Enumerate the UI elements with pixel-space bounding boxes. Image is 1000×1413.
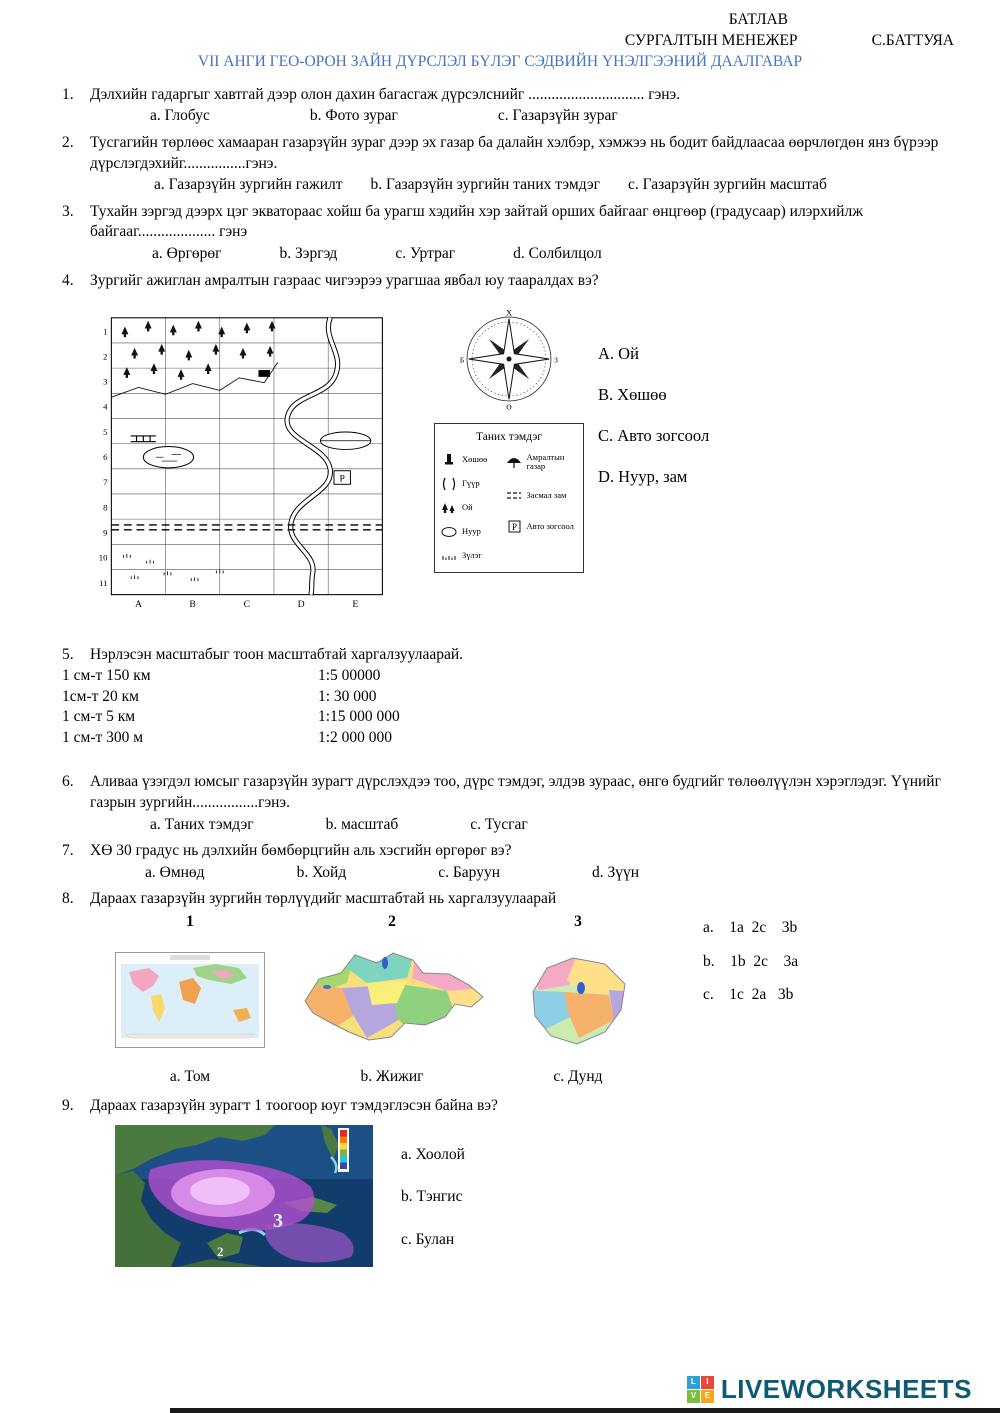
- option[interactable]: c. 1c 2a 3b: [703, 986, 794, 1004]
- option[interactable]: b. Газарзүйн зургийн таних тэмдэг: [370, 176, 601, 194]
- option[interactable]: c. Газарзүйн зургийн масштаб: [628, 176, 827, 194]
- question-9-options: [401, 1125, 465, 1267]
- legend-item: [505, 520, 578, 534]
- logo-text: LIVEWORKSHEETS: [720, 1374, 972, 1405]
- manager-label: СУРГАЛТЫН МЕНЕЖЕР: [624, 31, 798, 49]
- logo-square: V: [687, 1390, 700, 1403]
- option[interactable]: a. Хоолой: [401, 1145, 465, 1163]
- page-title: VII АНГИ ГЕО-ОРОН ЗАЙН ДҮРСЛЭЛ БҮЛЭГ СЭДВИЙН ҮНЭЛГЭЭНИЙ ДААЛГАВАР: [197, 53, 803, 71]
- option[interactable]: С. Авто зогсоол: [598, 426, 710, 446]
- options-row: [154, 175, 960, 196]
- legend-label: Гүүр: [462, 477, 480, 488]
- option[interactable]: c. Баруун: [438, 863, 500, 881]
- question-text: ХӨ 30 градус нь дэлхийн бөмбөрцгийн аль хэсгийн өргөрөг вэ?: [90, 842, 512, 860]
- parking-symbol: [334, 471, 350, 485]
- option[interactable]: b. Жижиг: [360, 1068, 424, 1086]
- question-5: [62, 645, 1000, 666]
- option[interactable]: В. Хөшөө: [598, 385, 667, 405]
- match-right[interactable]: 1:5 00000: [318, 666, 381, 684]
- forest-icon: [440, 501, 458, 515]
- question-2: [62, 133, 1000, 196]
- question-text: Дараах газарзүйн зургийн төрлүүдийг масштабтай нь харгалзуулаарай: [90, 890, 557, 908]
- manager-name: С.БАТТУЯА: [871, 31, 954, 49]
- map-col-label: B: [189, 599, 196, 611]
- legend-item: [440, 477, 502, 491]
- legend-item: [505, 489, 578, 503]
- match-left[interactable]: 1 см-т 5 км: [62, 708, 136, 726]
- option[interactable]: b. масштаб: [325, 815, 399, 833]
- question-number: 3.: [62, 202, 74, 220]
- mongolia-map-thumbnail: [297, 943, 487, 1058]
- match-row: [62, 687, 1000, 708]
- option[interactable]: b. 1b 2c 3a: [703, 952, 799, 970]
- map-col-label: A: [134, 599, 142, 611]
- gulf-map-figure: [115, 1125, 373, 1267]
- grass-icon: [440, 549, 458, 563]
- bridge-symbol: [131, 436, 156, 442]
- option[interactable]: b. Зэргэд: [279, 245, 338, 263]
- legend-label: Ой: [462, 501, 473, 512]
- legend-label: Зүлэг: [462, 549, 482, 560]
- question-9-figure: [115, 1125, 1000, 1267]
- liveworksheets-logo[interactable]: [687, 1372, 972, 1407]
- map-col-labels: [135, 600, 358, 611]
- option[interactable]: a. Таних тэмдэг: [150, 815, 254, 833]
- question-number: 7.: [62, 842, 74, 860]
- approve-label: БАТЛАВ: [728, 11, 788, 28]
- option[interactable]: a. Өргөрөг: [152, 245, 222, 263]
- map-option-3: [519, 912, 637, 1088]
- map-number: 1: [186, 913, 194, 931]
- map-row-label: 3: [103, 376, 108, 387]
- question-number: 6.: [62, 773, 74, 791]
- legend-item: [440, 453, 502, 467]
- river: [287, 318, 338, 595]
- legend-title: Таних тэмдэг: [476, 431, 542, 444]
- match-row: [62, 728, 1000, 749]
- map-row-labels: [99, 327, 108, 589]
- question-4: [62, 271, 1000, 292]
- match-row: [62, 707, 1000, 728]
- world-map-thumbnail: [115, 952, 265, 1048]
- question-text: Дэлхийн гадаргыг хавтгай дээр олон дахин багасгаж дүрсэлснийг .............................. гэнэ.: [90, 85, 681, 103]
- legend-label: Авто зогсоол: [526, 521, 574, 532]
- map-legend: [434, 423, 584, 572]
- option[interactable]: b. Хойд: [296, 863, 347, 881]
- legend-item: [505, 453, 578, 473]
- map-col-label: C: [243, 599, 251, 611]
- question-number: 2.: [62, 134, 74, 152]
- match-left[interactable]: 1 см-т 300 м: [62, 728, 144, 746]
- map-row-label: 2: [103, 351, 108, 362]
- map-label-3: 3: [273, 1209, 283, 1232]
- paved-road: [111, 525, 382, 530]
- map-label-2: 2: [217, 1243, 224, 1259]
- legend-label: Амралтын газар: [526, 451, 565, 472]
- question-text: Нэрлэсэн масштабыг тоон масштабтай харгалзуулаарай.: [90, 646, 464, 664]
- question-8-match-options: [703, 912, 798, 1088]
- compass-north-label: Х: [505, 308, 513, 318]
- option[interactable]: d. Солбилцол: [513, 245, 602, 263]
- lake-icon: [440, 525, 458, 539]
- map-option-2: [297, 912, 487, 1088]
- question-text: Тусгагийн төрлөөс хамааран газарзүйн зураг дээр эх газар ба далайн хэлбэр, хэмжээ нь бодит байдлаасаа өөрчлөгдөн янз бүрээр дүрслэгдэхийг................гэнэ.: [90, 134, 939, 172]
- legend-label: Нуур: [462, 525, 481, 536]
- option[interactable]: d. Зүүн: [592, 863, 640, 881]
- question-8: [62, 889, 1000, 910]
- forest-symbols: [121, 321, 275, 380]
- option[interactable]: a. Том: [169, 1068, 211, 1086]
- question-8-figure: [115, 912, 1000, 1088]
- topo-map-figure: [92, 307, 394, 619]
- options-row: [152, 244, 960, 265]
- option[interactable]: a. 1a 2c 3b: [703, 919, 798, 937]
- bridge-icon: [440, 477, 458, 491]
- options-row: [145, 863, 960, 884]
- question-number: 8.: [62, 890, 74, 908]
- option[interactable]: А. Ой: [598, 344, 639, 364]
- map-number: 3: [574, 913, 582, 931]
- map-row-label: 4: [103, 402, 108, 413]
- liveworksheets-icon: [687, 1376, 714, 1403]
- map-row-label: 10: [98, 553, 108, 564]
- question-text: Тухайн зэргэд дээрх цэг экватораас хойш ба урагш хэдийн хэр зайтай орших байгааг өнцгөөр (градусаар) илэрхийлж байгааг.................... гэнэ: [90, 202, 863, 241]
- option[interactable]: c. Уртраг: [395, 245, 456, 263]
- legend-label: Засмал зам: [526, 490, 567, 501]
- compass-west-label: Б: [459, 355, 465, 365]
- map-option-1: [115, 912, 265, 1088]
- legend-item: [440, 549, 502, 563]
- question-7: [62, 841, 1000, 883]
- page-bottom-strip: [170, 1408, 1000, 1413]
- logo-square: I: [701, 1376, 714, 1389]
- question-number: 5.: [62, 646, 74, 664]
- question-4-answers: [598, 343, 709, 619]
- map-row-label: 8: [103, 502, 108, 513]
- question-number: 4.: [62, 271, 74, 289]
- svg-text:P: P: [511, 522, 517, 533]
- question-text: Аливаа үзэгдэл юмсыг газарзүйн зурагт дүрслэхдээ тоо, дүрс тэмдэг, элдэв зураас, өнгө будгийг төлөөлүүлэн хэрэглэдэг. Үүнийг газрын зургийн.................гэнэ.: [90, 773, 941, 811]
- question-3: [62, 202, 1000, 265]
- option[interactable]: a. Өмнөд: [145, 863, 205, 881]
- question-text: Дараах газарзүйн зурагт 1 тоогоор юуг тэмдэглэсэн байна вэ?: [90, 1097, 498, 1115]
- map-row-label: 7: [103, 477, 108, 488]
- region-map-thumbnail: [519, 950, 637, 1050]
- parking-letter: P: [339, 473, 345, 485]
- monument-symbol: [258, 370, 270, 377]
- option[interactable]: a. Газарзүйн зургийн гажилт: [154, 176, 343, 194]
- rest-area-icon: [505, 455, 523, 469]
- option[interactable]: c. Булан: [401, 1230, 455, 1248]
- option[interactable]: c. Дунд: [553, 1068, 603, 1086]
- map-number: 2: [388, 913, 396, 931]
- legend-item: [440, 501, 502, 515]
- question-4-figure: [92, 307, 1000, 619]
- grass-symbols: [123, 554, 223, 581]
- match-right[interactable]: 1:2 000 000: [318, 728, 393, 746]
- map-col-label: E: [352, 599, 359, 611]
- question-9: [62, 1096, 1000, 1117]
- compass-rose: [457, 307, 561, 411]
- match-row: [62, 666, 1000, 687]
- compass-east-label: З: [554, 355, 558, 365]
- parking-icon: [505, 520, 523, 534]
- map-row-label: 9: [103, 527, 108, 538]
- question-1: [62, 85, 1000, 127]
- compass-south-label: Ө: [506, 402, 512, 412]
- logo-square: E: [701, 1390, 714, 1403]
- map-row-label: 6: [103, 452, 108, 463]
- match-right[interactable]: 1:15 000 000: [318, 708, 400, 726]
- option[interactable]: c. Тусгаг: [470, 815, 528, 833]
- option[interactable]: D. Нуур, зам: [598, 467, 688, 487]
- matching-pairs: [62, 666, 1000, 748]
- legend-label: Хөшөө: [462, 453, 488, 464]
- question-number: 1.: [62, 85, 74, 103]
- question-text: Зургийг ажиглан амралтын газраас чигээрээ урагшаа явбал юу тааралдах вэ?: [90, 271, 599, 289]
- option[interactable]: b. Тэнгис: [401, 1188, 463, 1206]
- question-6: [62, 772, 1000, 835]
- option[interactable]: c. Газарзүйн зураг: [497, 107, 618, 125]
- question-number: 9.: [62, 1097, 74, 1115]
- map-row-label: 5: [103, 427, 108, 438]
- header-line: [0, 31, 1000, 52]
- lake-symbol: [143, 447, 193, 468]
- map-row-label: 11: [99, 578, 108, 589]
- legend-item: [440, 525, 502, 539]
- forest-boundary: [111, 363, 277, 398]
- logo-square: L: [687, 1376, 700, 1389]
- match-right[interactable]: 1: 30 000: [318, 687, 377, 705]
- match-left[interactable]: 1см-т 20 км: [62, 687, 139, 705]
- option[interactable]: b. Фото зураг: [309, 107, 398, 125]
- options-row: [150, 106, 960, 127]
- map-col-label: D: [297, 599, 305, 611]
- paved-road-icon: [505, 489, 523, 503]
- map-row-label: 1: [103, 326, 108, 337]
- match-left[interactable]: 1 см-т 150 км: [62, 666, 151, 684]
- monument-icon: [440, 453, 458, 467]
- option[interactable]: a. Глобус: [150, 107, 210, 125]
- options-row: [150, 815, 960, 836]
- color-scale: [338, 1128, 349, 1172]
